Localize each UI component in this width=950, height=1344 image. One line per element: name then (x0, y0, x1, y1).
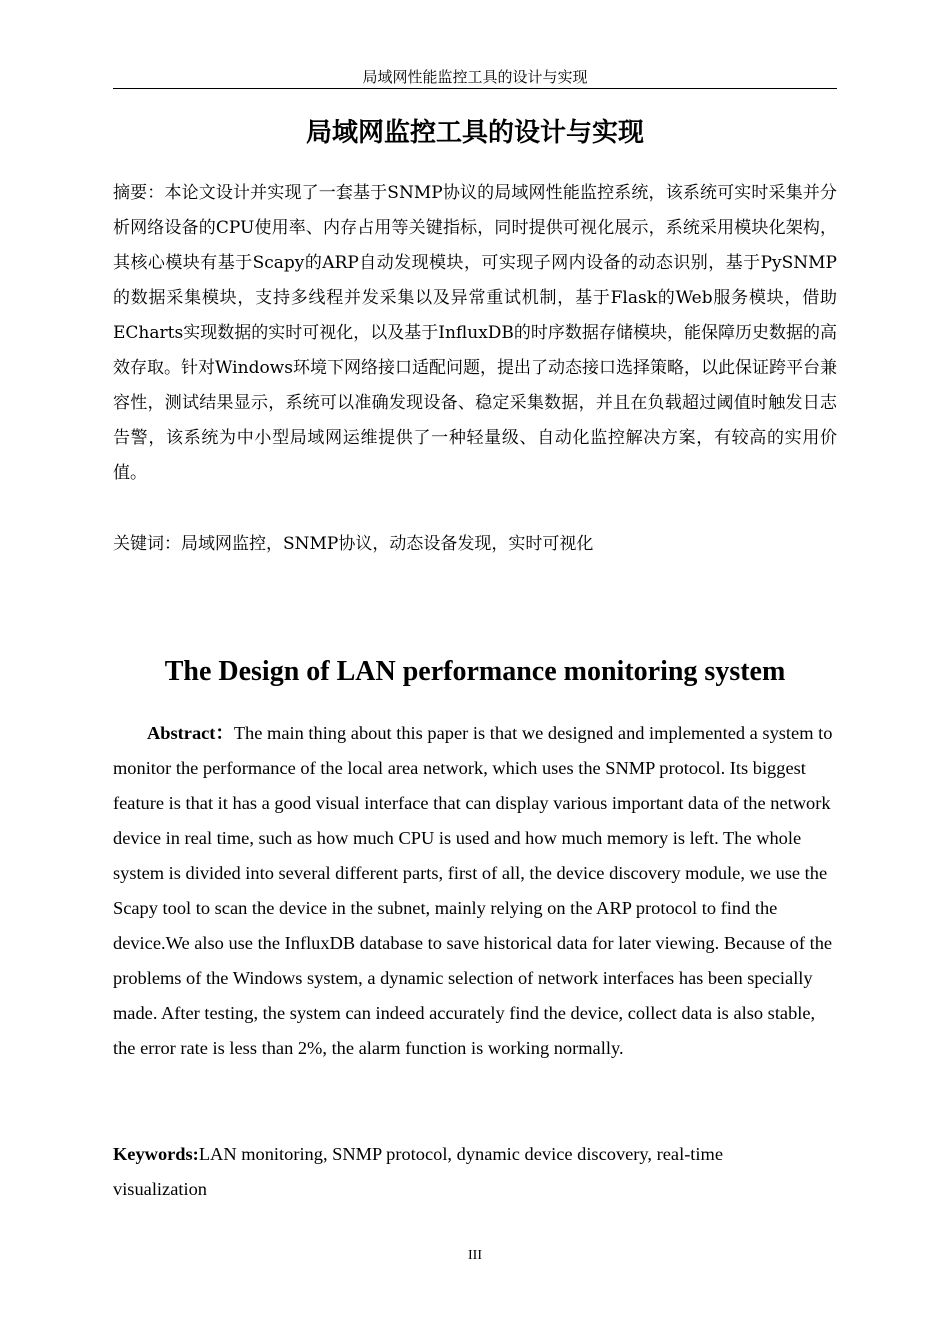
english-keywords-text: LAN monitoring, SNMP protocol, dynamic device discovery, real-time visualization (113, 1144, 723, 1199)
english-title: The Design of LAN performance monitoring system (164, 656, 786, 687)
chinese-abstract (113, 176, 837, 491)
running-header: 局域网性能监控工具的设计与实现 (362, 68, 588, 86)
chinese-keywords-text: 局域网监控，SNMP协议，动态设备发现，实时可视化 (181, 534, 594, 554)
header-rule (113, 88, 837, 89)
chinese-abstract-label: 摘要： (113, 183, 165, 203)
english-abstract-label: Abstract： (147, 723, 234, 743)
chinese-keywords-label: 关键词： (113, 534, 181, 554)
chinese-abstract-text: 本论文设计并实现了一套基于SNMP协议的局域网性能监控系统，该系统可实时采集并分析网络设备的CPU使用率、内存占用等关键指标，同时提供可视化展示，系统采用模块化架构，其核心模块有基于Scapy的ARP自动发现模块，可实现子网内设备的动态识别，基于PySNMP的数据采集模块，支持多线程并发采集以及异常重试机制，基于Flask的Web服务模块，借助ECharts实现数据的实时可视化，以及基于InfluxDB的时序数据存储模块，能保障历史数据的高效存取。针对Windows环境下网络接口适配问题，提出了动态接口选择策略，以此保证跨平台兼容性，测试结果显示，系统可以准确发现设备、稳定采集数据，并且在负载超过阈值时触发日志告警，该系统为中小型局域网运维提供了一种轻量级、自动化监控解决方案，有较高的实用价值。 (113, 183, 837, 483)
chinese-keywords (113, 527, 837, 562)
english-keywords-label: Keywords: (113, 1144, 199, 1164)
page-number: III (468, 1248, 482, 1263)
english-abstract (113, 716, 837, 1066)
chinese-title: 局域网监控工具的设计与实现 (305, 118, 644, 148)
english-keywords (113, 1137, 773, 1207)
english-abstract-text: The main thing about this paper is that we designed and implemented a system to monitor the performance of the local area network, which uses the SNMP protocol. Its biggest feature is that it has a good visual interface that can display various important data of the network device in real time, such as how much CPU is used and how much memory is left. The whole system is divided into several different parts, first of all, the device discovery module, we use the Scapy tool to scan the device in the subnet, mainly relying on the ARP protocol to find the device.We also use the InfluxDB database to save historical data for later viewing. Because of the problems of the Windows system, a dynamic selection of network interfaces has been specially made. After testing, the system can indeed accurately find the device, collect data is also stable, the error rate is less than 2%, the alarm function is working normally. (113, 723, 833, 1058)
